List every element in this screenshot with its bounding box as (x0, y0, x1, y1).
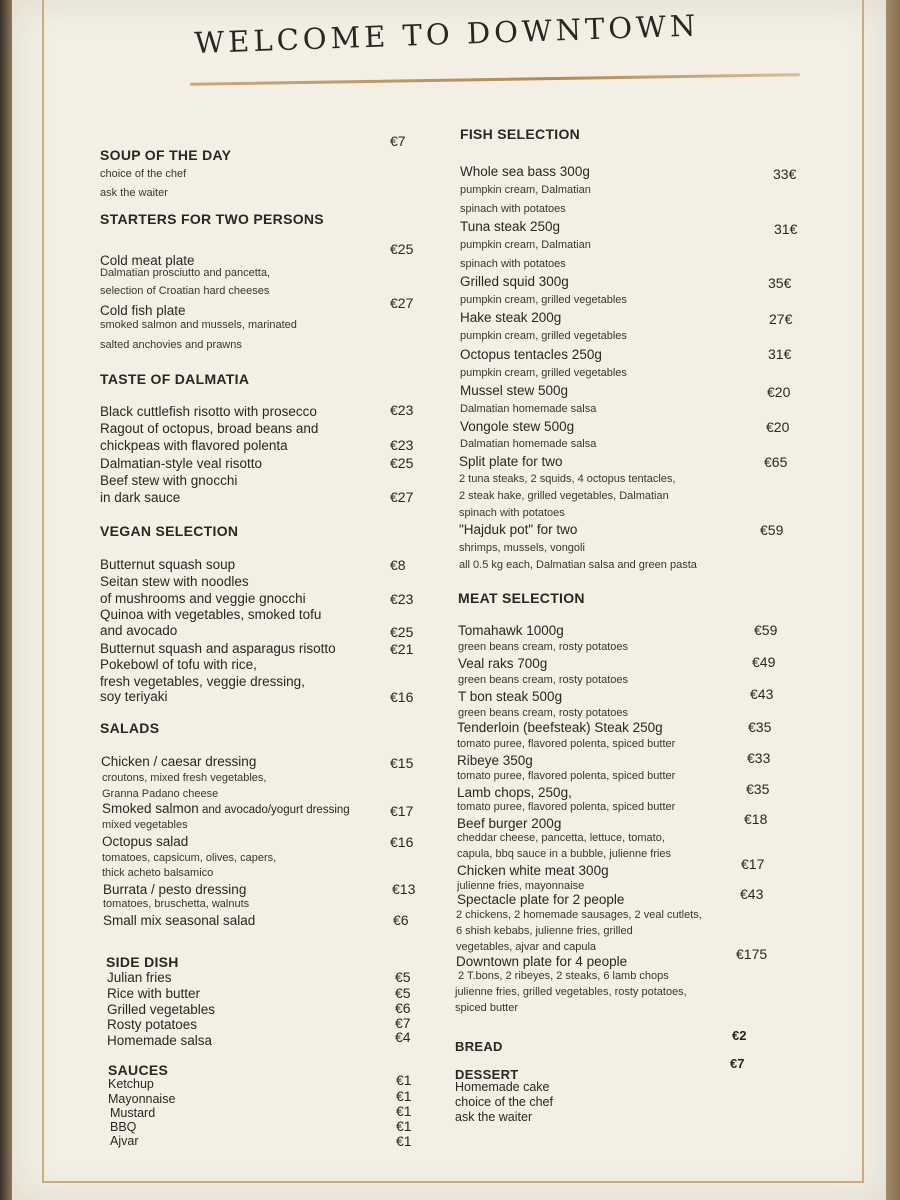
menu-item-desc: pumpkin cream, Dalmatian (460, 184, 591, 196)
menu-item-name: "Hajduk pot" for two (459, 522, 578, 537)
menu-item-desc: tomato puree, flavored polenta, spiced butter (457, 770, 676, 782)
menu-item-price: €4 (395, 1029, 411, 1045)
menu-item-name: Small mix seasonal salad (103, 913, 256, 928)
menu-item-price: €5 (395, 985, 411, 1001)
menu-item-desc: mixed vegetables (102, 819, 188, 831)
menu-item-name: Mayonnaise (108, 1092, 176, 1106)
dessert-heading: DESSERT (455, 1067, 519, 1082)
menu-item-name: Smoked salmon and avocado/yogurt dressing (102, 801, 350, 816)
menu-item-desc: capula, bbq sauce in a bubble, julienne fries (457, 848, 672, 860)
menu-item-name: Ketchup (108, 1077, 154, 1091)
bread-price: €2 (732, 1028, 747, 1043)
menu-item-price: €1 (396, 1103, 412, 1119)
menu-item-price: 33€ (773, 166, 797, 182)
menu-item-price: €43 (740, 886, 764, 902)
menu-item-desc: julienne fries, grilled vegetables, rosty potatoes, (455, 986, 687, 998)
dessert-desc: Homemade cake (455, 1080, 550, 1094)
menu-item-price: €25 (390, 241, 414, 257)
menu-item-price: €6 (395, 1000, 411, 1016)
menu-item-price: €25 (390, 455, 414, 471)
menu-item-desc: croutons, mixed fresh vegetables, (102, 772, 267, 784)
menu-item-name: of mushrooms and veggie gnocchi (100, 591, 306, 606)
menu-item-price: €1 (396, 1072, 412, 1088)
menu-item-name: Beef burger 200g (457, 816, 562, 831)
menu-item-price: €18 (744, 811, 768, 827)
menu-item-desc: shrimps, mussels, vongoli (459, 542, 585, 554)
menu-item-desc: pumpkin cream, grilled vegetables (460, 367, 627, 379)
menu-item-desc: green beans cream, rosty potatoes (458, 641, 628, 653)
salads-heading: SALADS (100, 720, 160, 736)
menu-item-desc: spinach with potatoes (460, 203, 566, 215)
dessert-price: €7 (730, 1056, 745, 1071)
dessert-desc: ask the waiter (455, 1110, 533, 1124)
menu-item-name: Pokebowl of tofu with rice, (100, 657, 257, 672)
menu-item-desc: spinach with potatoes (459, 507, 565, 519)
menu-item-desc: green beans cream, rosty potatoes (458, 707, 628, 719)
menu-item-price: €1 (396, 1133, 412, 1149)
menu-item-price: €27 (390, 295, 414, 311)
menu-item-price: €23 (390, 402, 414, 418)
menu-item-price: €17 (390, 803, 414, 819)
menu-item-price: €43 (750, 686, 774, 702)
menu-item-name: Rice with butter (107, 986, 201, 1001)
menu-item-name: Octopus salad (102, 834, 189, 849)
menu-item-name: Cold fish plate (100, 303, 186, 318)
menu-item-desc: pumpkin cream, grilled vegetables (460, 330, 627, 342)
menu-item-name: Rosty potatoes (107, 1017, 198, 1032)
menu-item-desc: green beans cream, rosty potatoes (458, 674, 628, 686)
menu-item-name: Butternut squash and asparagus risotto (100, 641, 336, 656)
menu-item-name: Homemade salsa (107, 1033, 213, 1048)
menu-item-name: Julian fries (107, 970, 172, 985)
vegan-heading: VEGAN SELECTION (100, 523, 239, 539)
menu-item-price: €33 (747, 750, 771, 766)
menu-item-price: €23 (390, 437, 414, 453)
soup-price: €7 (390, 133, 406, 149)
menu-item-desc: selection of Croatian hard cheeses (100, 285, 270, 297)
menu-item-desc: Dalmatian homemade salsa (460, 438, 597, 450)
menu-item-price: €8 (390, 557, 406, 573)
menu-item-desc: tomatoes, bruschetta, walnuts (103, 898, 250, 910)
menu-item-name: Ajvar (110, 1134, 139, 1148)
menu-item-name: Quinoa with vegetables, smoked tofu (100, 607, 322, 622)
menu-item-price: €59 (760, 522, 784, 538)
menu-item-name: Burrata / pesto dressing (103, 882, 247, 897)
menu-item-price: €21 (390, 641, 414, 657)
menu-item-name: Chicken / caesar dressing (101, 754, 257, 769)
menu-item-price: €1 (396, 1088, 412, 1104)
dalmatia-heading: TASTE OF DALMATIA (100, 371, 250, 387)
menu-item-desc: tomato puree, flavored polenta, spiced butter (457, 801, 676, 813)
menu-item-price: €65 (764, 454, 788, 470)
menu-item-desc: vegetables, ajvar and capula (456, 941, 597, 953)
menu-item-desc: salted anchovies and prawns (100, 339, 242, 351)
menu-item-desc: spinach with potatoes (460, 258, 566, 270)
book-spine (0, 0, 12, 1200)
menu-item-name: Ribeye 350g (457, 753, 533, 768)
menu-item-price: €35 (746, 781, 770, 797)
menu-item-price: €35 (748, 719, 772, 735)
menu-item-name: Chicken white meat 300g (457, 863, 609, 878)
soup-desc: ask the waiter (100, 187, 168, 199)
menu-item-price: €13 (392, 881, 416, 897)
menu-item-name: Seitan stew with noodles (100, 574, 249, 589)
menu-item-price: €27 (390, 489, 414, 505)
menu-item-desc: Dalmatian prosciutto and pancetta, (100, 267, 270, 279)
menu-item-price: €16 (390, 834, 414, 850)
menu-item-name: Octopus tentacles 250g (460, 347, 602, 362)
menu-item-price: €5 (395, 969, 411, 985)
menu-item-name: BBQ (110, 1120, 137, 1134)
menu-item-price: €25 (390, 624, 414, 640)
menu-item-name: Hake steak 200g (460, 310, 562, 325)
menu-item-desc: 2 tuna steaks, 2 squids, 4 octopus tentacles, (459, 473, 676, 485)
side-dish-heading: SIDE DISH (106, 954, 179, 970)
menu-item-name: Whole sea bass 300g (460, 164, 590, 179)
menu-item-price: €49 (752, 654, 776, 670)
menu-item-desc: julienne fries, mayonnaise (457, 880, 585, 892)
starters-heading: STARTERS FOR TWO PERSONS (100, 211, 324, 227)
menu-item-name: Spectacle plate for 2 people (457, 892, 625, 907)
menu-item-name: Dalmatian-style veal risotto (100, 456, 263, 471)
menu-item-price: €1 (396, 1118, 412, 1134)
menu-item-name: Mustard (110, 1106, 156, 1120)
menu-item-name: in dark sauce (100, 490, 181, 505)
sauces-heading: SAUCES (108, 1062, 169, 1078)
menu-item-name: Mussel stew 500g (460, 383, 569, 398)
menu-item-name: Split plate for two (459, 454, 563, 469)
menu-item-name: Tomahawk 1000g (458, 623, 564, 638)
menu-item-desc: 2 steak hake, grilled vegetables, Dalmatian (459, 490, 669, 502)
menu-item-price: €6 (393, 912, 409, 928)
menu-item-desc: pumpkin cream, Dalmatian (460, 239, 591, 251)
dessert-desc: choice of the chef (455, 1095, 553, 1109)
menu-item-price: 31€ (768, 346, 792, 362)
menu-item-name: T bon steak 500g (458, 689, 563, 704)
menu-item-price: €175 (736, 946, 768, 962)
menu-item-name: Butternut squash soup (100, 557, 236, 572)
menu-item-name: Tenderloin (beefsteak) Steak 250g (457, 720, 663, 735)
menu-item-desc: pumpkin cream, grilled vegetables (460, 294, 627, 306)
menu-item-price: €20 (766, 419, 790, 435)
menu-item-desc: cheddar cheese, pancetta, lettuce, tomato, (457, 832, 665, 844)
menu-item-price: 27€ (769, 311, 793, 327)
menu-item-price: €7 (395, 1015, 411, 1031)
menu-item-desc: smoked salmon and mussels, marinated (100, 319, 297, 331)
menu-item-desc: thick acheto balsamico (102, 867, 214, 879)
menu-item-name: and avocado (100, 623, 178, 638)
soup-desc: choice of the chef (100, 168, 187, 180)
bread-heading: BREAD (455, 1039, 503, 1054)
menu-item-desc: tomato puree, flavored polenta, spiced butter (457, 738, 676, 750)
menu-item-desc: spiced butter (455, 1002, 518, 1014)
meat-heading: MEAT SELECTION (458, 590, 585, 606)
menu-item-name: fresh vegetables, veggie dressing, (100, 674, 305, 689)
menu-item-price: €20 (767, 384, 791, 400)
menu-item-name: Grilled squid 300g (460, 274, 569, 289)
menu-item-name: Tuna steak 250g (460, 219, 561, 234)
menu-item-price: 31€ (774, 221, 798, 237)
menu-item-price: €16 (390, 689, 414, 705)
soup-heading: SOUP OF THE DAY (100, 147, 232, 163)
menu-item-price: €23 (390, 591, 414, 607)
menu-item-desc: 6 shish kebabs, julienne fries, grilled (456, 925, 633, 937)
menu-item-name: Veal raks 700g (458, 656, 548, 671)
menu-item-name: Lamb chops, 250g, (457, 785, 572, 800)
menu-item-desc: Dalmatian homemade salsa (460, 403, 597, 415)
menu-item-name: soy teriyaki (100, 689, 168, 704)
menu-item-price: €15 (390, 755, 414, 771)
menu-item-desc: 2 T.bons, 2 ribeyes, 2 steaks, 6 lamb chops (458, 970, 669, 982)
fish-heading: FISH SELECTION (460, 126, 581, 142)
menu-item-name: Downtown plate for 4 people (456, 954, 628, 969)
menu-item-name: Grilled vegetables (107, 1002, 216, 1017)
menu-item-desc: Granna Padano cheese (102, 788, 219, 800)
menu-item-name: chickpeas with flavored polenta (100, 438, 288, 453)
menu-item-price: 35€ (768, 275, 792, 291)
menu-item-desc: 2 chickens, 2 homemade sausages, 2 veal cutlets, (456, 909, 702, 921)
menu-item-name: Vongole stew 500g (460, 419, 575, 434)
menu-item-desc: all 0.5 kg each, Dalmatian salsa and green pasta (459, 559, 697, 571)
menu-item-price: €59 (754, 622, 778, 638)
menu-item-name: Ragout of octopus, broad beans and (100, 421, 319, 436)
menu-item-name: Beef stew with gnocchi (100, 473, 238, 488)
menu-title: WELCOME TO DOWNTOWN (193, 8, 700, 60)
menu-item-name: Black cuttlefish risotto with prosecco (100, 404, 317, 419)
menu-item-price: €17 (741, 856, 765, 872)
menu-item-desc: tomatoes, capsicum, olives, capers, (102, 852, 277, 864)
menu-item-name: Cold meat plate (100, 253, 195, 268)
